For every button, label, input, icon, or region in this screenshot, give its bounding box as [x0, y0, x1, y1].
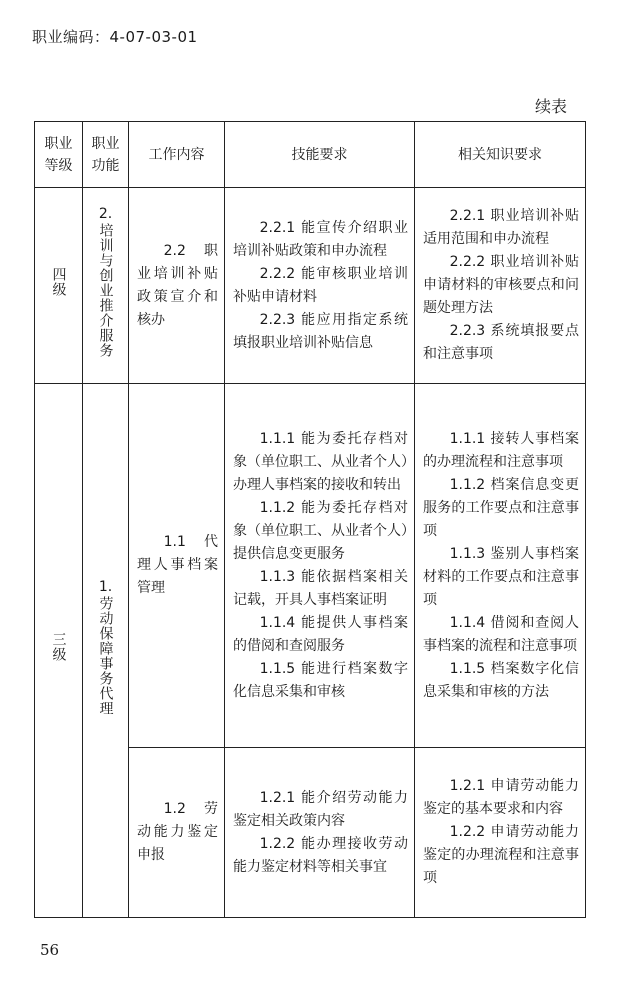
header-function [83, 122, 129, 188]
content-cell [129, 188, 225, 384]
header-skills: 技能要求 [225, 122, 415, 188]
function-number: 1. [98, 578, 113, 595]
knowledge-item: 1.2.2 申请劳动能力鉴定的办理流程和注意事项 [423, 824, 579, 886]
level-cell [35, 384, 83, 918]
table-row [35, 384, 586, 748]
knowledge-item: 1.1.2 档案信息变更服务的工作要点和注意事项 [423, 476, 579, 539]
page-number: 56 [40, 941, 60, 959]
skills-cell [225, 748, 415, 918]
skill-item: 2.2.2 能审核职业培训补贴申请材料 [233, 265, 408, 305]
header-content: 工作内容 [129, 122, 225, 188]
knowledge-cell [415, 188, 586, 384]
function-cell [83, 384, 129, 918]
skill-item: 1.2.2 能办理接收劳动能力鉴定材料等相关事宜 [233, 835, 408, 875]
skill-item: 1.1.5 能进行档案数字化信息采集和审核 [233, 660, 408, 700]
table-header-row [35, 122, 586, 188]
content-cell [129, 748, 225, 918]
skill-item: 1.1.2 能为委托存档对象（单位职工、从业者个人）提供信息变更服务 [233, 499, 408, 562]
header-level [35, 122, 83, 188]
content-text: 1.2 劳动能力鉴定申报 [137, 801, 218, 863]
level-text: 四级 [50, 266, 67, 297]
skills-cell [225, 384, 415, 748]
skill-item: 1.2.1 能介绍劳动能力鉴定相关政策内容 [233, 789, 408, 829]
header-knowledge: 相关知识要求 [415, 122, 586, 188]
knowledge-cell [415, 384, 586, 748]
skill-item: 1.1.1 能为委托存档对象（单位职工、从业者个人）办理人事档案的接收和转出 [233, 430, 408, 493]
occupation-code: 职业编码：4-07-03-01 [32, 28, 198, 46]
knowledge-item: 2.2.3 系统填报要点和注意事项 [423, 323, 579, 362]
content-text: 1.1 代理人事档案管理 [137, 534, 218, 596]
knowledge-item: 2.2.1 职业培训补贴适用范围和申办流程 [423, 208, 579, 247]
knowledge-item: 1.1.4 借阅和查阅人事档案的流程和注意事项 [423, 614, 579, 654]
knowledge-cell [415, 748, 586, 918]
skill-item: 2.2.3 能应用指定系统填报职业培训补贴信息 [233, 311, 408, 351]
skill-item: 1.1.4 能提供人事档案的借阅和查阅服务 [233, 614, 408, 654]
occupation-standard-table [34, 121, 586, 918]
header-level-line: 职业 [44, 135, 73, 152]
header-level-line: 等级 [44, 157, 73, 174]
skill-item: 1.1.3 能依据档案相关记载，开具人事档案证明 [233, 568, 408, 608]
function-number: 2. [98, 206, 113, 222]
knowledge-item: 1.1.3 鉴别人事档案材料的工作要点和注意事项 [423, 545, 579, 608]
content-cell [129, 384, 225, 748]
knowledge-item: 1.1.5 档案数字化信息采集和审核的方法 [423, 660, 579, 700]
content-text: 2.2 职业培训补贴政策宣介和核办 [137, 242, 218, 328]
knowledge-item: 1.2.1 申请劳动能力鉴定的基本要求和内容 [423, 778, 579, 817]
skill-item: 2.2.1 能宣传介绍职业培训补贴政策和申办流程 [233, 219, 408, 259]
level-text: 三级 [50, 631, 67, 662]
level-cell [35, 188, 83, 384]
knowledge-item: 1.1.1 接转人事档案的办理流程和注意事项 [423, 430, 579, 470]
header-function-line: 职业 [91, 135, 120, 152]
knowledge-item: 2.2.2 职业培训补贴申请材料的审核要点和问题处理方法 [423, 254, 579, 316]
function-text: 培训与创业推介服务 [97, 223, 114, 358]
table-row [35, 188, 586, 384]
continued-label: 续表 [534, 97, 567, 116]
skills-cell [225, 188, 415, 384]
function-cell [83, 188, 129, 384]
function-text: 劳动保障事务代理 [97, 595, 114, 716]
header-function-line: 功能 [91, 157, 120, 174]
